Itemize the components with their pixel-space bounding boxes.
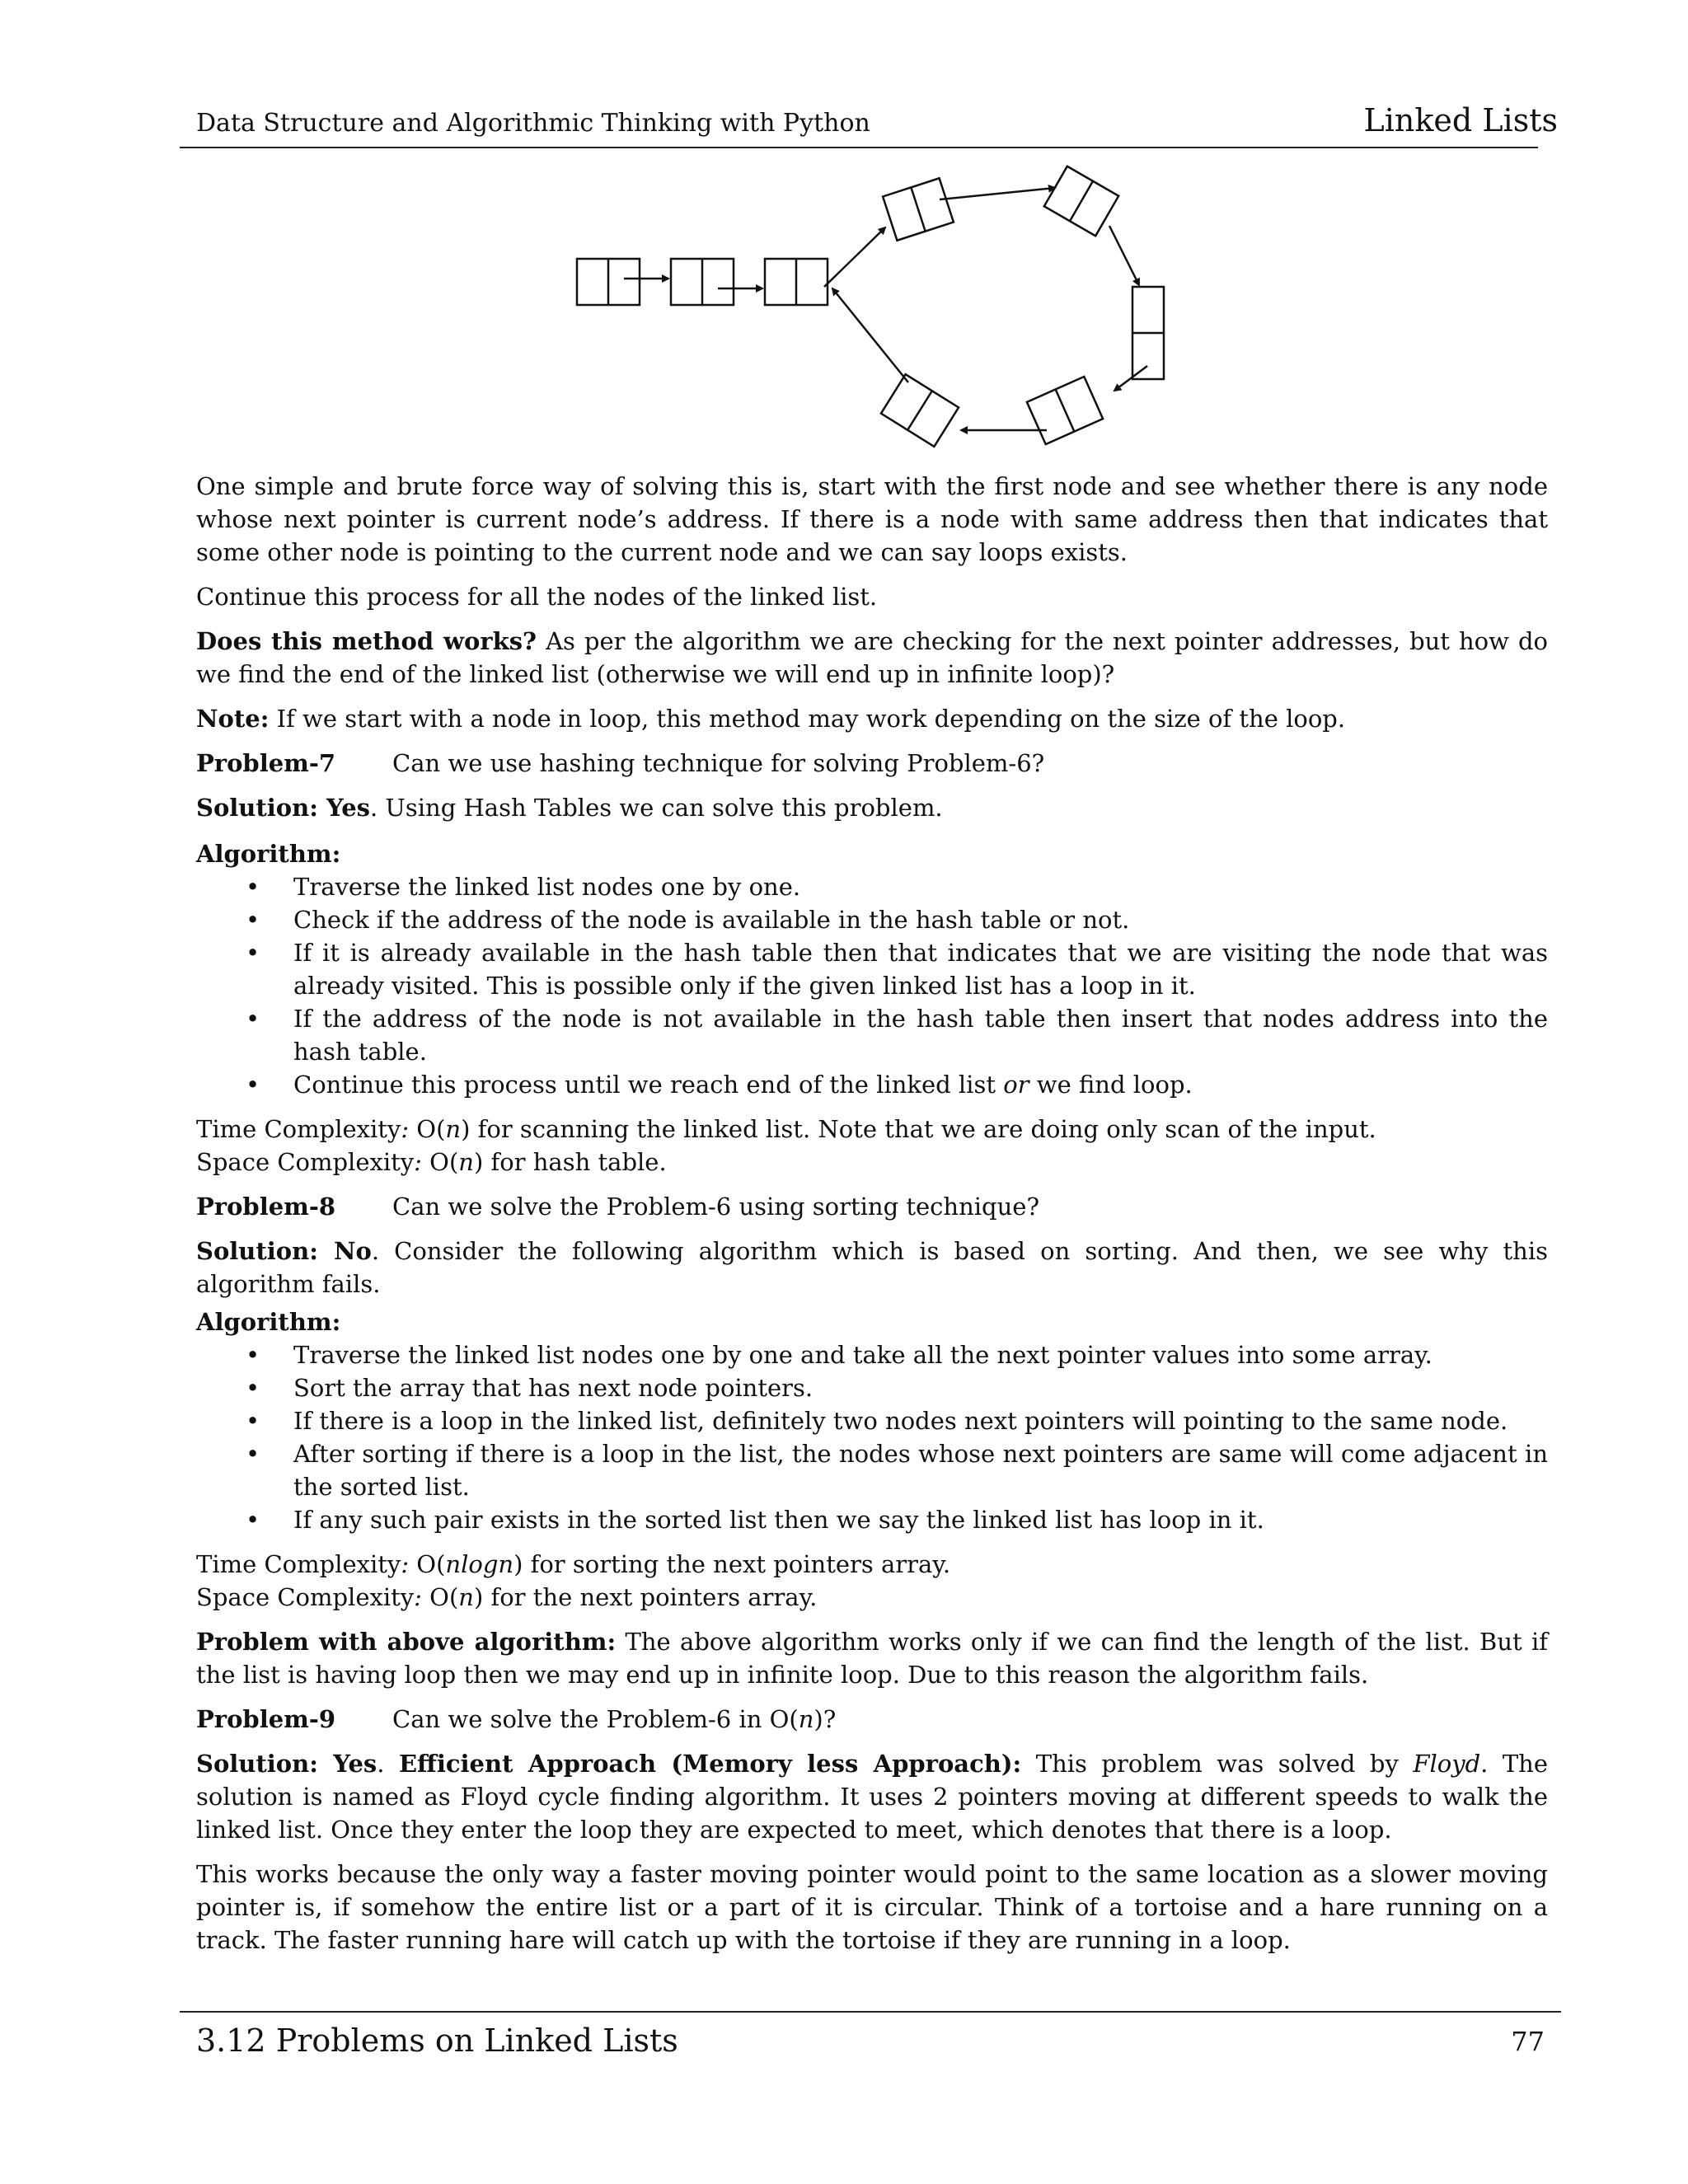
- time-complexity: [196, 1113, 1548, 1146]
- complexity-text: O(: [409, 1550, 446, 1578]
- algorithm-list-hashing: [196, 870, 1548, 1101]
- list-node: [1044, 166, 1118, 236]
- solution-8: [196, 1235, 1548, 1301]
- time-complexity: [196, 1548, 1548, 1581]
- list-item: • If any such pair exists in the sorted list then we say the linked list has loop in it.: [196, 1503, 1548, 1536]
- complexity-colon: :: [414, 1583, 422, 1611]
- list-item-text: we find loop.: [1029, 1071, 1193, 1099]
- list-node: [577, 259, 640, 305]
- problem-statement: Can we solve the Problem-6 using sorting technique?: [392, 1193, 1039, 1221]
- list-node: [765, 259, 828, 305]
- list-item-emphasis: or: [1003, 1071, 1029, 1099]
- problem-7: [196, 747, 1548, 780]
- linked-list-loop-diagram: [560, 162, 1187, 466]
- solution-text: This problem was solved by: [1021, 1750, 1414, 1778]
- complexity-text: ) for the next pointers array.: [473, 1583, 818, 1611]
- question-text: As per the algorithm we are checking for the next pointer addresses, but how do we find the end of the linked list (otherwise we will end up in infinite loop)?: [196, 627, 1548, 688]
- algorithm-list-sorting: [196, 1338, 1548, 1536]
- solution-label: Solution: Yes: [196, 794, 370, 822]
- note-label: Note:: [196, 705, 270, 733]
- complexity-text: O(: [409, 1115, 446, 1143]
- complexity-block: [196, 1113, 1548, 1179]
- problem-number: Problem-7: [196, 749, 336, 777]
- complexity-colon: :: [414, 1148, 422, 1176]
- solution-punct: .: [377, 1750, 399, 1778]
- next-pointer-arrow: [824, 227, 885, 287]
- page-body: [196, 470, 1548, 1968]
- list-item: • If there is a loop in the linked list, definitely two nodes next pointers will pointing to the same node.: [196, 1404, 1548, 1437]
- solution-text: . Using Hash Tables we can solve this problem.: [370, 794, 943, 822]
- header-rule: [180, 147, 1538, 148]
- list-node: [883, 178, 954, 241]
- problem-number: Problem-9: [196, 1705, 336, 1733]
- list-item-text: Continue this process until we reach end of the linked list: [293, 1071, 1004, 1099]
- complexity-variable: n: [445, 1115, 462, 1143]
- author-name: Floyd: [1413, 1750, 1481, 1778]
- complexity-variable: n: [458, 1583, 474, 1611]
- space-complexity: [196, 1146, 1548, 1179]
- solution-label: Solution: Yes: [196, 1750, 377, 1778]
- problem-with-algorithm: [196, 1625, 1548, 1691]
- footer-section-title: 3.12 Problems on Linked Lists: [196, 2022, 678, 2059]
- list-node: [1132, 287, 1164, 379]
- list-item: [196, 1068, 1548, 1101]
- list-node: [671, 259, 734, 305]
- paragraph-text: The above algorithm works only if we can find the length of the list. But if the list is having loop then we may end up in infinite loop. Due to this reason the algorithm fails.: [196, 1628, 1548, 1689]
- list-item: • If the address of the node is not available in the hash table then insert that nodes address into the hash table.: [196, 1002, 1548, 1068]
- complexity-label: Time Complexity: [196, 1115, 401, 1143]
- list-item: • Traverse the linked list nodes one by one and take all the next pointer values into some array.: [196, 1338, 1548, 1371]
- complexity-variable: n: [458, 1148, 474, 1176]
- complexity-colon: :: [401, 1550, 410, 1578]
- list-node: [881, 374, 959, 447]
- paragraph: This works because the only way a faster moving pointer would point to the same location as a slower moving pointer is, if somehow the entire list or a part of it is circular. Think of a tortoise and a hare running on a track. The faster running hare will catch up with the tortoise if they are running in a loop.: [196, 1860, 1548, 1954]
- solution-7: [196, 791, 1548, 824]
- complexity-colon: :: [401, 1115, 410, 1143]
- list-item: • Traverse the linked list nodes one by one.: [196, 870, 1548, 903]
- footer-rule: [180, 2011, 1561, 2013]
- list-item: • Sort the array that has next node pointers.: [196, 1371, 1548, 1404]
- page-number: 77: [1511, 2026, 1545, 2057]
- running-header-title: Data Structure and Algorithmic Thinking with Python: [196, 109, 870, 138]
- question-paragraph: [196, 625, 1548, 691]
- complexity-text: ) for sorting the next pointers array.: [513, 1550, 951, 1578]
- problem-statement: Can we use hashing technique for solving Problem-6?: [392, 749, 1045, 777]
- algorithm-heading: Algorithm:: [196, 840, 341, 868]
- problem-statement: Can we solve the Problem-6 in O(: [392, 1705, 799, 1733]
- list-item: • Check if the address of the node is available in the hash table or not.: [196, 903, 1548, 936]
- problem-9: [196, 1703, 1548, 1736]
- question-label: Does this method works?: [196, 627, 537, 655]
- complexity-block: [196, 1548, 1548, 1614]
- space-complexity: [196, 1581, 1548, 1614]
- running-header-chapter: Linked Lists: [1363, 102, 1558, 138]
- next-pointer-arrow: [940, 188, 1055, 199]
- next-pointer-arrow: [1109, 226, 1139, 285]
- complexity-text: O(: [421, 1583, 459, 1611]
- complexity-text: ) for hash table.: [473, 1148, 667, 1176]
- complexity-text: O(: [421, 1148, 459, 1176]
- paragraph-label: Problem with above algorithm:: [196, 1628, 617, 1656]
- solution-text: . The solution is named as Floyd cycle finding algorithm. It uses 2 pointers moving at different speeds to walk the linked list. Once they enter the loop they are expected to meet, which denotes that there is a loop.: [196, 1750, 1549, 1844]
- solution-text: . Consider the following algorithm which is based on sorting. And then, we see why this algorithm fails.: [196, 1237, 1548, 1298]
- problem-variable: n: [798, 1705, 814, 1733]
- algorithm-heading: Algorithm:: [196, 1308, 341, 1336]
- next-pointer-arrow: [832, 288, 908, 382]
- complexity-label: Space Complexity: [196, 1148, 415, 1176]
- problem-8: [196, 1190, 1548, 1223]
- list-node: [1027, 377, 1103, 444]
- problem-statement-end: )?: [814, 1705, 837, 1733]
- list-item: • If it is already available in the hash table then that indicates that we are visiting the node that was already visited. This is possible only if the given linked list has a loop in it.: [196, 936, 1548, 1002]
- complexity-label: Space Complexity: [196, 1583, 415, 1611]
- paragraph: Continue this process for all the nodes of the linked list.: [196, 583, 878, 611]
- complexity-label: Time Complexity: [196, 1550, 401, 1578]
- list-item: • After sorting if there is a loop in the list, the nodes whose next pointers are same will come adjacent in the sorted list.: [196, 1437, 1548, 1503]
- complexity-variable: nlogn: [445, 1550, 514, 1578]
- note-paragraph: [196, 702, 1548, 735]
- paragraph: One simple and brute force way of solving this is, start with the first node and see whether there is any node whose next pointer is current node’s address. If there is a node with same address then that indicates that some other node is pointing to the current node and we can say loops exists.: [196, 472, 1548, 566]
- complexity-text: ) for scanning the linked list. Note that we are doing only scan of the input.: [461, 1115, 1376, 1143]
- solution-label: Solution: No: [196, 1237, 372, 1265]
- approach-label: Efficient Approach (Memory less Approach):: [398, 1750, 1022, 1778]
- problem-number: Problem-8: [196, 1193, 336, 1221]
- note-text: If we start with a node in loop, this method may work depending on the size of the loop.: [269, 705, 1346, 733]
- solution-9: [196, 1747, 1548, 1846]
